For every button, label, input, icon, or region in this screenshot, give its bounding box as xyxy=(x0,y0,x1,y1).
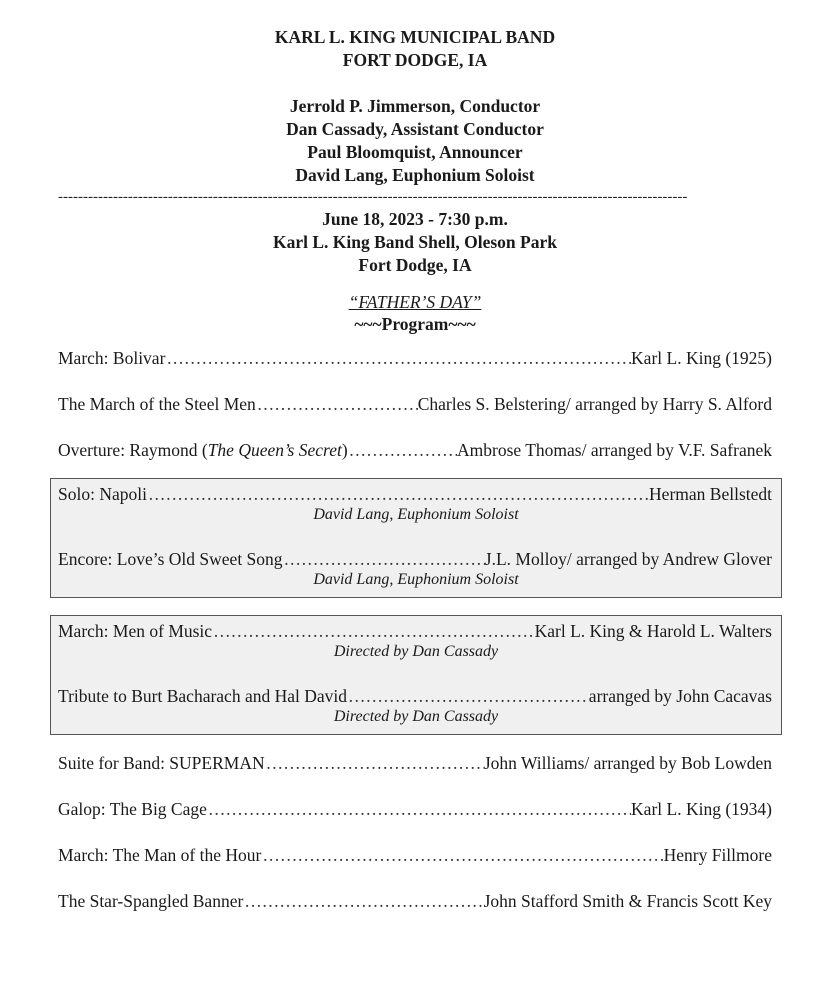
leader-dots xyxy=(283,548,485,570)
piece-title: March: The Man of the Hour xyxy=(58,845,262,865)
program-item xyxy=(58,752,772,774)
piece-credit: Karl L. King (1934) xyxy=(631,799,772,819)
program-item xyxy=(58,393,772,415)
leader-dots xyxy=(165,347,631,369)
piece-title: March: Men of Music xyxy=(58,621,213,641)
piece-credit: John Williams/ arranged by Bob Lowden xyxy=(483,753,772,773)
program-item xyxy=(58,548,772,570)
piece-title: Suite for Band: SUPERMAN xyxy=(58,753,265,773)
piece-title xyxy=(58,439,348,461)
piece-note: Directed by Dan Cassady xyxy=(333,708,499,725)
program-item xyxy=(58,620,772,642)
program-item xyxy=(58,890,772,912)
piece-title: Encore: Love’s Old Sweet Song xyxy=(58,549,283,569)
staff-list xyxy=(0,95,830,187)
piece-credit: Henry Fillmore xyxy=(663,845,772,865)
program-item xyxy=(58,439,772,461)
piece-credit: Ambrose Thomas/ arranged by V.F. Safranek xyxy=(457,440,772,460)
piece-credit: arranged by John Cacavas xyxy=(588,686,772,706)
piece-title-post: ) xyxy=(341,440,348,460)
program-list xyxy=(0,347,830,912)
piece-title: The March of the Steel Men xyxy=(58,394,256,414)
staff-soloist: David Lang, Euphonium Soloist xyxy=(295,165,535,185)
theme-block xyxy=(0,291,830,335)
leader-dots xyxy=(256,393,418,415)
staff-announcer: Paul Bloomquist, Announcer xyxy=(307,142,523,162)
divider-line: ------------------------------------------------------------------------------------------------------------------------------ xyxy=(58,190,688,204)
piece-title: Solo: Napoli xyxy=(58,484,147,504)
event-date: June 18, 2023 - 7:30 p.m. xyxy=(322,209,508,229)
piece-title: March: Bolivar xyxy=(58,348,166,368)
leader-dots xyxy=(265,752,484,774)
assistant-conductor-box xyxy=(50,615,782,735)
leader-dots xyxy=(212,620,535,642)
staff-conductor: Jerrold P. Jimmerson, Conductor xyxy=(289,96,541,116)
header xyxy=(0,0,830,187)
soloist-box xyxy=(50,478,782,598)
piece-note: David Lang, Euphonium Soloist xyxy=(313,506,519,523)
piece-note: David Lang, Euphonium Soloist xyxy=(313,571,519,588)
event-city: Fort Dodge, IA xyxy=(358,255,472,275)
leader-dots xyxy=(243,890,483,912)
program-item xyxy=(58,685,772,707)
leader-dots xyxy=(348,439,457,461)
piece-title: Tribute to Burt Bacharach and Hal David xyxy=(58,686,348,706)
event-info xyxy=(0,208,830,277)
program-item xyxy=(58,844,772,866)
event-venue: Karl L. King Band Shell, Oleson Park xyxy=(273,232,557,252)
piece-title: Galop: The Big Cage xyxy=(58,799,207,819)
band-name: KARL L. KING MUNICIPAL BAND xyxy=(274,27,556,47)
piece-credit: Karl L. King & Harold L. Walters xyxy=(534,621,772,641)
program-item xyxy=(58,347,772,369)
program-item xyxy=(58,798,772,820)
piece-title: The Star-Spangled Banner xyxy=(58,891,244,911)
band-city: FORT DODGE, IA xyxy=(342,50,488,70)
piece-credit: Herman Bellstedt xyxy=(649,484,772,504)
piece-credit: J.L. Molloy/ arranged by Andrew Glover xyxy=(484,549,772,569)
leader-dots xyxy=(207,798,631,820)
piece-credit: Karl L. King (1925) xyxy=(631,348,772,368)
piece-title-italic: The Queen’s Secret xyxy=(207,440,342,460)
leader-dots xyxy=(261,844,663,866)
leader-dots xyxy=(147,483,649,505)
program-item xyxy=(58,483,772,505)
staff-assistant-conductor: Dan Cassady, Assistant Conductor xyxy=(286,119,544,139)
piece-note: Directed by Dan Cassady xyxy=(333,643,499,660)
leader-dots xyxy=(347,685,589,707)
piece-title-pre: Overture: Raymond ( xyxy=(58,440,208,460)
theme-title: “FATHER’S DAY” xyxy=(348,292,482,312)
piece-credit: Charles S. Belstering/ arranged by Harry S. Alford xyxy=(417,394,772,414)
piece-credit: John Stafford Smith & Francis Scott Key xyxy=(483,891,772,911)
program-heading: ~~~Program~~~ xyxy=(354,314,476,334)
